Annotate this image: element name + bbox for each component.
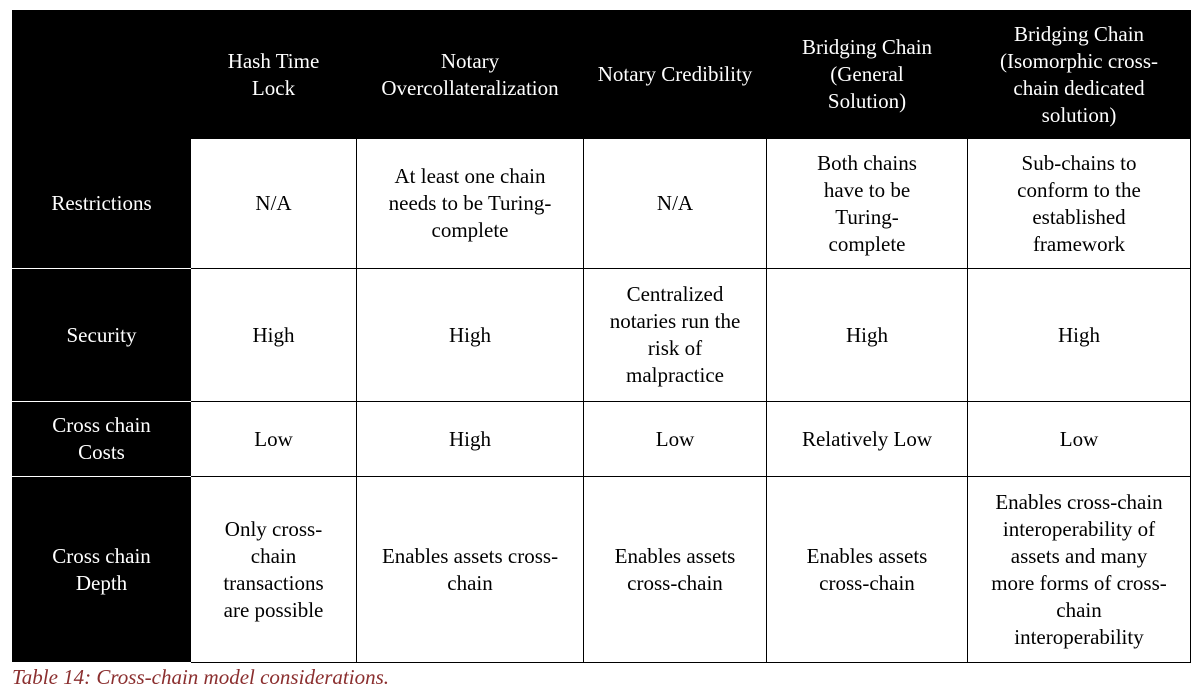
table-cell: Low — [191, 402, 357, 477]
table-cell: Only cross- chain transactions are possible — [191, 477, 357, 663]
table-cell: Relatively Low — [767, 402, 968, 477]
table-row-security — [13, 269, 1191, 402]
table-cell: High — [357, 402, 584, 477]
table-cell: Both chains have to be Turing- complete — [767, 139, 968, 269]
table-header-row — [13, 11, 1191, 139]
header-bridging-chain-isomorphic: Bridging Chain (Isomorphic cross- chain dedicated solution) — [968, 11, 1191, 139]
table-row-restrictions — [13, 139, 1191, 269]
table-cell: Centralized notaries run the risk of malpractice — [584, 269, 767, 402]
table-cell: Enables assets cross-chain — [767, 477, 968, 663]
table-cell: Low — [968, 402, 1191, 477]
header-notary-overcollateralization: Notary Overcollateralization — [357, 11, 584, 139]
table-cell: High — [968, 269, 1191, 402]
table-row-cross-chain-depth — [13, 477, 1191, 663]
table-cell: Sub-chains to conform to the established framework — [968, 139, 1191, 269]
table-cell: At least one chain needs to be Turing- complete — [357, 139, 584, 269]
header-bridging-chain-general: Bridging Chain (General Solution) — [767, 11, 968, 139]
table-cell: High — [357, 269, 584, 402]
row-label-security: Security — [13, 269, 191, 402]
table-cell: Low — [584, 402, 767, 477]
header-corner-cell — [13, 11, 191, 139]
row-label-restrictions: Restrictions — [13, 139, 191, 269]
table-cell: N/A — [191, 139, 357, 269]
table-cell: Enables assets cross-chain — [584, 477, 767, 663]
table-cell: Enables cross-chain interoperability of assets and many more forms of cross- chain interoperability — [968, 477, 1191, 663]
header-hash-time-lock: Hash Time Lock — [191, 11, 357, 139]
table-cell: High — [767, 269, 968, 402]
table-cell: Enables assets cross- chain — [357, 477, 584, 663]
cross-chain-model-table — [12, 10, 1191, 663]
table-caption: Table 14: Cross-chain model considerations. — [12, 665, 390, 689]
table-cell: High — [191, 269, 357, 402]
table-cell: N/A — [584, 139, 767, 269]
row-label-cross-chain-costs: Cross chain Costs — [13, 402, 191, 477]
header-notary-credibility: Notary Credibility — [584, 11, 767, 139]
row-label-cross-chain-depth: Cross chain Depth — [13, 477, 191, 663]
table-row-cross-chain-costs — [13, 402, 1191, 477]
